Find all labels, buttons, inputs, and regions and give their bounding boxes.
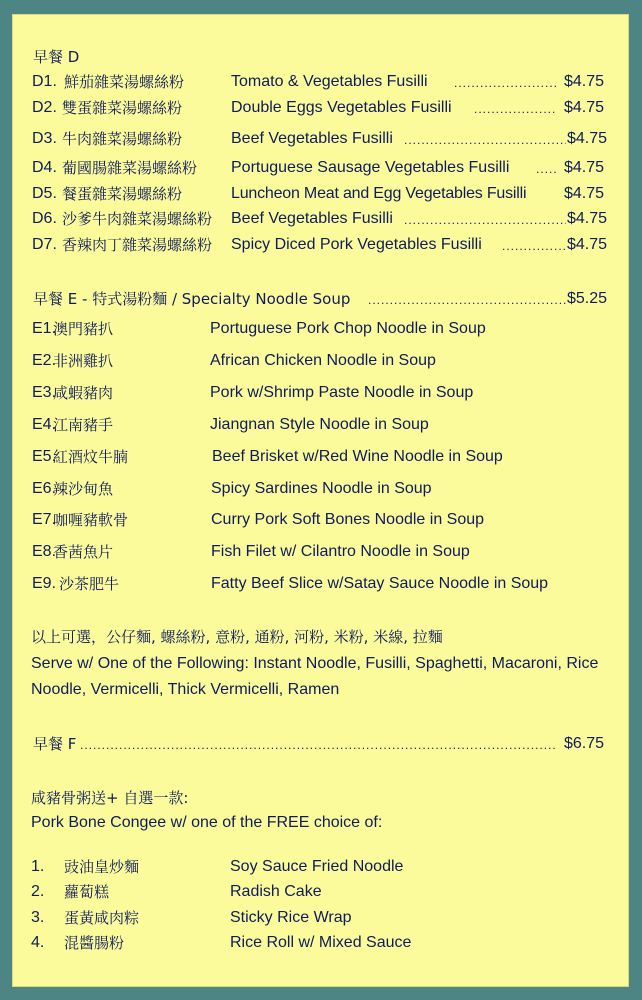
item-code: E2. — [32, 352, 57, 369]
item-name-en: Spicy Sardines Noodle in Soup — [211, 480, 432, 497]
item-code: E5. — [32, 448, 57, 465]
leader-dots — [368, 289, 566, 309]
item-name-en: Tomato & Vegetables Fusilli — [231, 73, 428, 90]
item-price: $4.75 — [564, 185, 605, 202]
options-note-en: Serve w/ One of the Following: Instant Noodle, Fusilli, Spaghetti, Macaroni, Rice Noodle, Vermicelli, Thick Vermicelli, Ramen — [31, 655, 599, 698]
item-name-cn: 鮮茄雜菜湯螺絲粉 — [64, 73, 185, 91]
item-code: E9. — [32, 575, 57, 592]
section-d-header: 早餐 D — [33, 48, 80, 66]
choice-name-en: Rice Roll w/ Mixed Sauce — [230, 934, 412, 951]
item-name-en: Portuguese Sausage Vegetables Fusilli — [231, 159, 510, 176]
leader-dots — [80, 734, 556, 754]
item-name-cn: 牛肉雜菜湯螺絲粉 — [62, 130, 183, 148]
item-price: $4.75 — [564, 99, 605, 116]
section-f-intro-cn: 咸豬骨粥送+ 自選一款: — [31, 789, 189, 807]
item-name-cn: 沙茶肥牛 — [59, 575, 120, 593]
choice-name-en: Sticky Rice Wrap — [230, 909, 352, 926]
item-price: $4.75 — [567, 210, 608, 227]
item-code: D3. — [32, 130, 57, 147]
item-code: E4. — [32, 416, 57, 433]
item-code: E3. — [32, 384, 57, 401]
choice-name-cn: 蘿蔔糕 — [64, 883, 110, 901]
item-name-cn: 紅酒炆牛腩 — [53, 448, 129, 466]
item-name-en: African Chicken Noodle in Soup — [210, 352, 436, 369]
choice-name-cn: 蛋黃咸肉粽 — [64, 909, 140, 927]
item-name-cn: 非洲雞扒 — [53, 352, 114, 370]
item-name-cn: 餐蛋雜菜湯螺絲粉 — [62, 185, 183, 203]
item-name-en: Beef Vegetables Fusilli — [231, 210, 393, 227]
menu-page — [12, 14, 629, 987]
item-name-en: Beef Brisket w/Red Wine Noodle in Soup — [212, 448, 503, 465]
item-code: D2. — [32, 99, 57, 116]
item-name-cn: 香茜魚片 — [53, 543, 114, 561]
choice-name-en: Soy Sauce Fried Noodle — [230, 858, 404, 875]
item-name-en: Pork w/Shrimp Paste Noodle in Soup — [210, 384, 474, 401]
item-name-en: Spicy Diced Pork Vegetables Fusilli — [231, 236, 482, 253]
item-name-en: Double Eggs Vegetables Fusilli — [231, 99, 452, 116]
leader-dots — [502, 235, 566, 255]
item-name-cn: 江南豬手 — [53, 416, 114, 434]
item-code: D1. — [32, 73, 57, 90]
item-name-cn: 沙爹牛肉雜菜湯螺絲粉 — [62, 210, 213, 228]
item-code: D5. — [32, 185, 57, 202]
section-f-header: 早餐 F — [33, 735, 77, 753]
item-price: $4.75 — [564, 159, 605, 176]
choice-name-cn: 豉油皇炒麵 — [64, 858, 140, 876]
item-code: D4. — [32, 159, 57, 176]
choice-number: 1. — [31, 858, 45, 875]
leader-dots — [404, 209, 566, 229]
item-name-cn: 咸蝦豬肉 — [53, 384, 114, 402]
item-name-cn: 咖喱豬軟骨 — [53, 511, 129, 529]
item-code: E6. — [32, 480, 57, 497]
item-price: $4.75 — [567, 236, 608, 253]
item-name-en: Portuguese Pork Chop Noodle in Soup — [210, 320, 486, 337]
item-name-en: Jiangnan Style Noodle in Soup — [210, 416, 429, 433]
item-name-en: Luncheon Meat and Egg Vegetables Fusilli — [231, 185, 527, 202]
leader-dots — [536, 158, 558, 178]
item-name-en: Fatty Beef Slice w/Satay Sauce Noodle in Soup — [211, 575, 549, 592]
leader-dots — [474, 98, 556, 118]
choice-number: 3. — [31, 909, 45, 926]
section-e-header: 早餐 E - 特式湯粉麵 / Specialty Noodle Soup — [33, 290, 351, 308]
options-note-cn: 以上可選，公仔麵, 螺絲粉, 意粉, 通粉, 河粉, 米粉, 米線, 拉麵 — [31, 628, 443, 646]
item-name-cn: 葡國腸雜菜湯螺絲粉 — [62, 159, 198, 177]
item-code: D6. — [32, 210, 57, 227]
section-f-price: $6.75 — [564, 735, 605, 752]
choice-name-cn: 混醬腸粉 — [64, 934, 125, 952]
item-name-cn: 澳門豬扒 — [53, 320, 114, 338]
choice-name-en: Radish Cake — [230, 883, 322, 900]
choice-number: 4. — [31, 934, 45, 951]
section-f-intro-en: Pork Bone Congee w/ one of the FREE choice of: — [31, 814, 383, 831]
item-code: E1. — [32, 320, 57, 337]
item-name-cn: 辣沙甸魚 — [53, 480, 114, 498]
section-e-price: $5.25 — [567, 290, 608, 307]
item-price: $4.75 — [564, 73, 605, 90]
item-name-en: Beef Vegetables Fusilli — [231, 130, 393, 147]
choice-number: 2. — [31, 883, 45, 900]
item-price: $4.75 — [567, 130, 608, 147]
leader-dots — [404, 129, 566, 149]
item-name-en: Fish Filet w/ Cilantro Noodle in Soup — [211, 543, 470, 560]
leader-dots — [454, 72, 556, 92]
item-code: D7. — [32, 236, 57, 253]
item-code: E8. — [32, 543, 57, 560]
item-name-cn: 香辣肉丁雜菜湯螺絲粉 — [62, 236, 213, 254]
item-code: E7. — [32, 511, 57, 528]
item-name-cn: 雙蛋雜菜湯螺絲粉 — [62, 99, 183, 117]
item-name-en: Curry Pork Soft Bones Noodle in Soup — [211, 511, 485, 528]
